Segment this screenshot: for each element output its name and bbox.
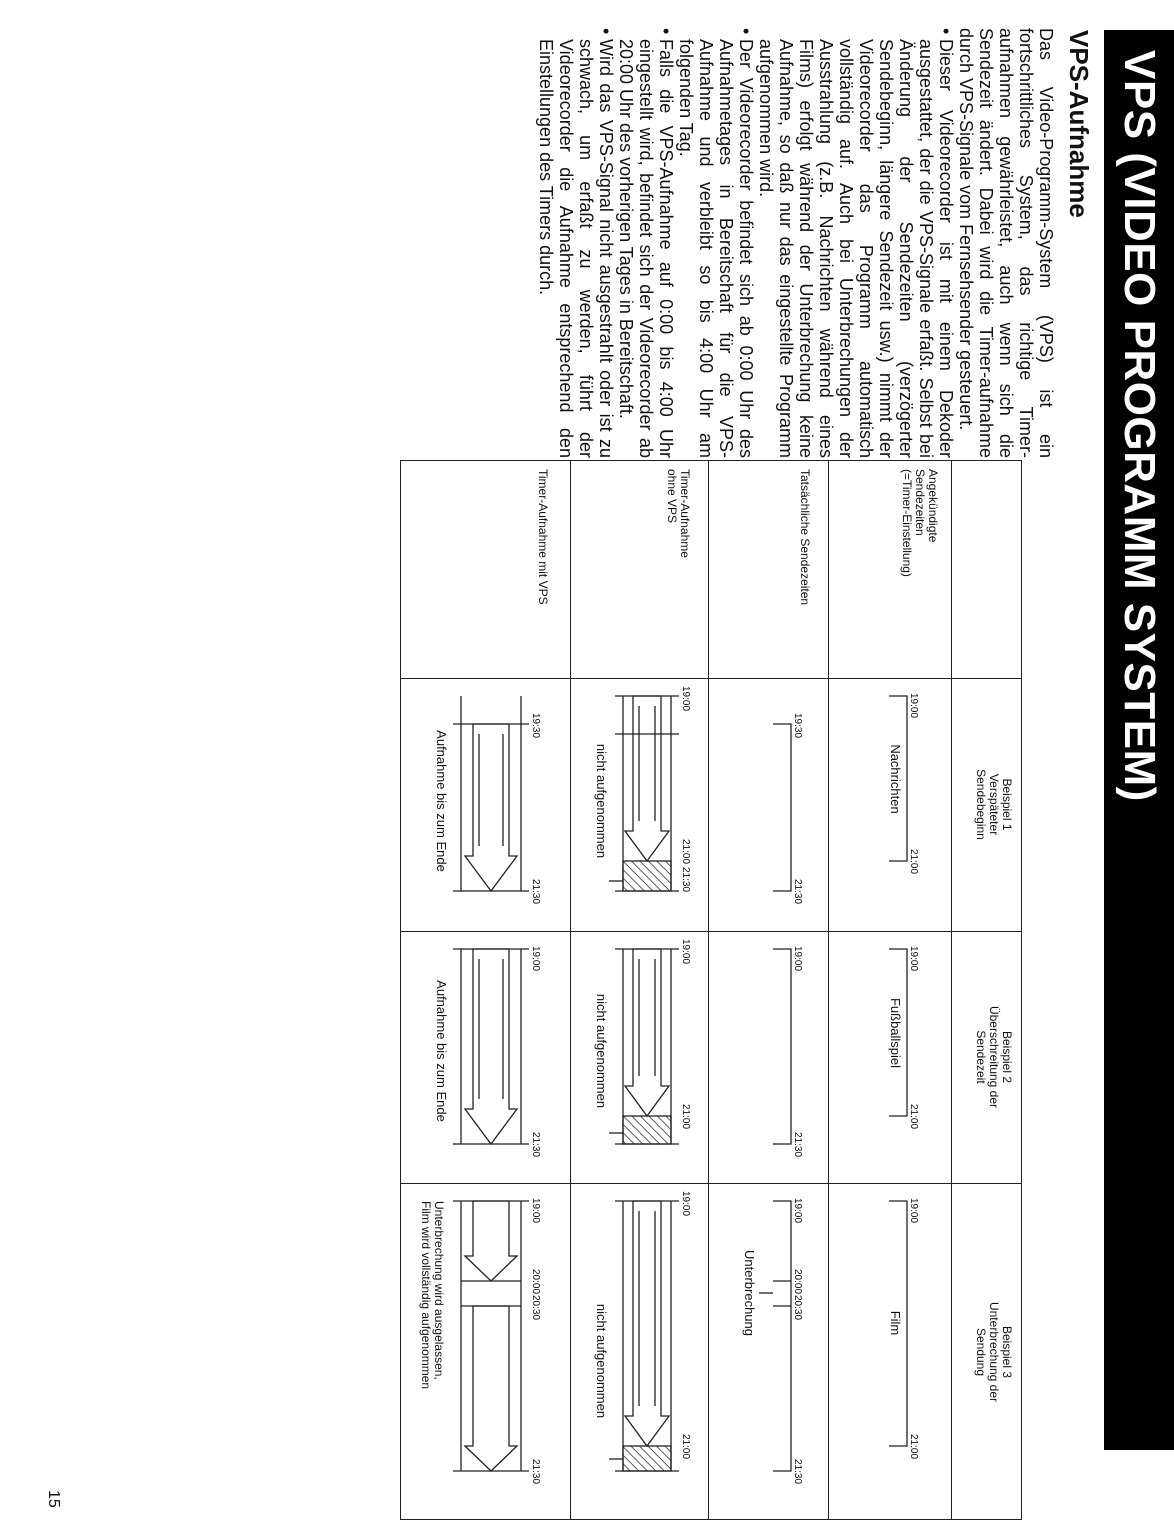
page-number: 15 bbox=[45, 1490, 62, 1508]
bullet-item: • Der Videorecorder befindet sich ab 0:00 Uhr des Aufnahmetages in Bereitschaft für die VPS-Aufnahme und verbleibt so bis 4:00 Uhr am folgenden Tag. bbox=[676, 28, 756, 458]
bullet-list bbox=[536, 28, 956, 458]
time-label: 20:00 bbox=[530, 1269, 541, 1295]
time-label: 21:30 bbox=[530, 1459, 541, 1485]
vps-examples-table bbox=[400, 460, 1022, 1520]
time-label: 21:00 bbox=[908, 1104, 919, 1130]
interruption-label: Unterbrechung bbox=[742, 1250, 757, 1336]
time-label: 21:30 bbox=[792, 879, 803, 905]
page-title: VPS (VIDEO PROGRAMM SYSTEM) bbox=[1115, 50, 1164, 802]
program-label: Fußballspiel bbox=[888, 997, 903, 1069]
time-label: 19:00 bbox=[680, 686, 691, 712]
not-recorded-label: nicht aufgenommen bbox=[594, 993, 609, 1109]
time-label: 19:00 bbox=[680, 939, 691, 965]
time-label: 19:00 bbox=[530, 1198, 541, 1224]
time-label: 19:00 bbox=[792, 1198, 803, 1224]
not-recorded-label: nicht aufgenommen bbox=[594, 743, 609, 859]
time-label: 19:30 bbox=[530, 713, 541, 739]
intro-paragraph: Das Video-Programm-System (VPS) ist ein fortschrittliches System, das richtige Timer-aufnahmen gewährleistet, auch wenn sich die Sendezeit ändert. Dabei wird die Timer-aufnahme durch VPS-Signale vom Fernsehsender gesteuert. bbox=[956, 28, 1056, 458]
time-label: 21:30 bbox=[792, 1132, 803, 1158]
title-bar bbox=[1104, 30, 1174, 1450]
column-header-example-1: Beispiel 1 Verspäteter Sendebeginn bbox=[974, 769, 1014, 840]
record-to-end-label: Aufnahme bis zum Ende bbox=[434, 980, 449, 1122]
time-label: 19:00 bbox=[908, 1198, 919, 1224]
time-label: 21:00 bbox=[680, 1434, 691, 1460]
time-label: 19:30 bbox=[792, 713, 803, 739]
time-label: 21:30 bbox=[792, 1459, 803, 1485]
body-text bbox=[536, 28, 1056, 458]
bullet-item: • Dieser Videorecorder ist mit einem Dekoder ausgestattet, der die VPS-Signale erfaßt. Selbst bei Änderung der Sendezeiten (verzögerter Sendebeginn, längere Sendezeit usw.) nimmt der Videorecorder das Programm automatisch vollständig auf. Auch bei Unterbrechungen der Ausstrahlung (z.B. Nachrichten während eines Films) erfolgt während der Unterbrechung keine Aufnahme, so daß nur das eingestellte Programm aufgenommen wird. bbox=[756, 28, 956, 458]
time-label: 21:00 bbox=[680, 1104, 691, 1130]
time-label: 21:00 bbox=[680, 839, 691, 865]
row-label-timer-with-vps: Timer-Aufnahme mit VPS bbox=[536, 469, 550, 605]
time-label: 19:00 bbox=[908, 693, 919, 719]
time-label: 21:30 bbox=[680, 867, 691, 893]
time-label: 21:00 bbox=[908, 849, 919, 875]
time-label: 21:30 bbox=[530, 879, 541, 905]
time-label: 19:00 bbox=[680, 1191, 691, 1217]
time-label: 21:00 bbox=[908, 1434, 919, 1460]
example3-footnote: Film wird vollständig aufgenommen bbox=[419, 1201, 433, 1390]
column-header-example-3: Beispiel 3 Unterbrechung der Sendung bbox=[974, 1301, 1014, 1403]
record-to-end-label: Aufnahme bis zum Ende bbox=[434, 730, 449, 872]
time-label: 19:00 bbox=[908, 946, 919, 972]
time-label: 19:00 bbox=[792, 946, 803, 972]
time-label: 19:00 bbox=[530, 946, 541, 972]
timing-diagrams bbox=[399, 461, 1021, 1521]
row-label-timer-without-vps: Timer-Aufnahme ohne VPS bbox=[665, 469, 692, 558]
program-label: Film bbox=[888, 1310, 903, 1336]
row-label-announced: Angekündigte Sendezeiten (=Timer-Einstellung) bbox=[900, 469, 940, 577]
time-label: 20:30 bbox=[792, 1295, 803, 1321]
section-title: VPS-Aufnahme bbox=[1064, 30, 1094, 218]
example3-footnote: Unterbrechung wird ausgelassen, bbox=[432, 1201, 446, 1380]
program-label: Nachrichten bbox=[888, 744, 903, 814]
row-label-actual: Tatsächliche Sendezeiten bbox=[798, 469, 812, 606]
time-label: 20:00 bbox=[792, 1269, 803, 1295]
bullet-item: • Wird das VPS-Signal nicht ausgestrahlt oder ist zu schwach, um erfaßt zu werden, führt der Videorecorder die Aufnahme entsprechend den Einstellungen des Timers durch. bbox=[536, 28, 616, 458]
time-label: 20:30 bbox=[530, 1295, 541, 1321]
bullet-item: • Falls die VPS-Aufnahme auf 0:00 bis 4:00 Uhr eingestellt wird, befindet sich der Videorecorder ab 20:00 Uhr des vorherigen Tages in Bereitschaft. bbox=[616, 28, 676, 458]
column-header-example-2: Beispiel 2 Überschreitung der Sendezeit bbox=[974, 1005, 1014, 1109]
not-recorded-label: nicht aufgenommen bbox=[594, 1303, 609, 1419]
time-label: 21:30 bbox=[530, 1132, 541, 1158]
